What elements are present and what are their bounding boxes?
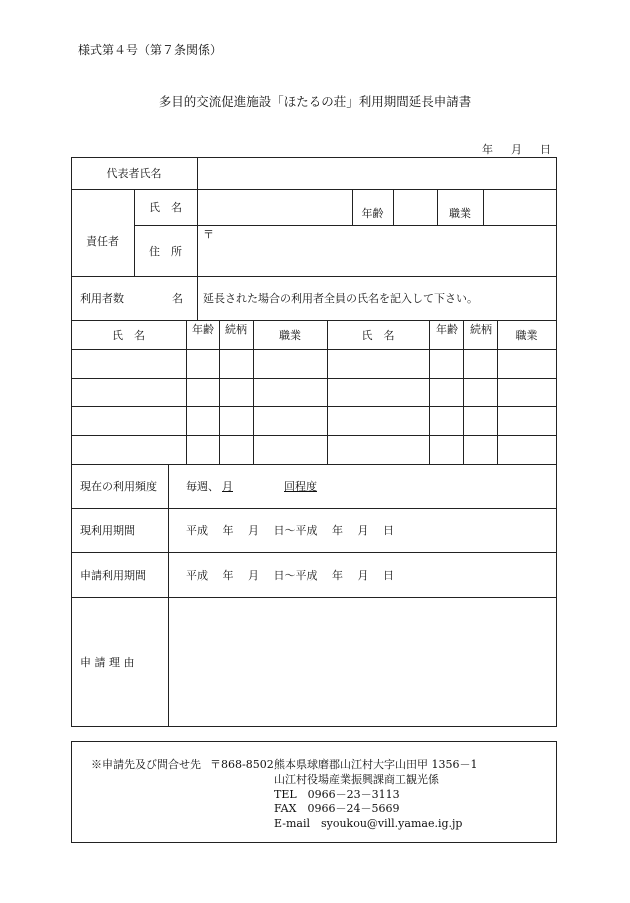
requested-period-label: 申請利用期間 [80, 569, 146, 582]
resp-address-field[interactable] [198, 226, 556, 276]
table-row[interactable] [72, 379, 556, 406]
rep-name-field[interactable] [198, 158, 556, 189]
requested-period-text[interactable]: 平成 年 月 日～平成 年 月 日 [186, 569, 394, 582]
current-period-text[interactable]: 平成 年 月 日～平成 年 月 日 [186, 524, 394, 537]
col-relation-header-left: 続柄 [225, 323, 247, 336]
contact-label: ※申請先及び問合せ先 [91, 758, 201, 771]
col-job-header-right: 職業 [515, 329, 538, 342]
current-period-label: 現利用期間 [80, 524, 135, 537]
resp-job-label: 職業 [449, 207, 471, 220]
col-name-header-left: 氏 名 [112, 329, 145, 342]
page-title: 多目的交流促進施設「ほたるの荘」利用期間延長申請書 [158, 94, 472, 109]
user-count-label: 利用者数 [80, 292, 124, 305]
col-name-header-right: 氏 名 [361, 329, 395, 342]
table-row[interactable] [72, 436, 556, 464]
contact-address: 熊本県球磨郡山江村大字山田甲 1356－1 [274, 758, 478, 771]
col-age-header-left: 年齢 [192, 323, 214, 336]
resp-name-field[interactable] [198, 190, 352, 225]
table-row[interactable] [72, 350, 556, 378]
rep-name-label: 代表者氏名 [106, 167, 162, 180]
user-count-field[interactable] [128, 285, 168, 309]
resp-name-label: 氏 名 [149, 201, 182, 214]
date-day-label: 日 [540, 143, 551, 156]
contact-email[interactable]: E-mail syoukou@vill.yamae.ig.jp [274, 817, 463, 830]
frequency-month: 月 [222, 480, 233, 493]
contact-tel: TEL 0966－23－3113 [274, 788, 400, 801]
form-number: 様式第４号（第７条関係） [78, 43, 223, 57]
col-job-header-left: 職業 [279, 329, 301, 342]
reason-label: 申 請 理 由 [80, 656, 135, 669]
resp-age-label: 年齢 [361, 207, 384, 220]
resp-age-field[interactable] [394, 190, 437, 225]
frequency-count-field[interactable] [236, 476, 284, 494]
col-age-header-right: 年齢 [436, 323, 458, 336]
resp-address-label: 住 所 [149, 245, 182, 258]
resp-label: 責任者 [86, 235, 119, 248]
frequency-prefix: 毎週、 [186, 480, 219, 493]
frequency-label: 現在の利用頻度 [80, 480, 157, 493]
postal-mark: 〒 [203, 228, 214, 241]
user-count-unit: 名 [172, 292, 183, 305]
reason-field[interactable] [169, 598, 556, 726]
contact-department: 山江村役場産業振興課商工観光係 [274, 773, 439, 786]
contact-postal: 〒868-8502 [210, 758, 274, 771]
table-row[interactable] [72, 407, 556, 435]
date-month-label: 月 [511, 143, 522, 156]
resp-job-field[interactable] [484, 190, 556, 225]
user-list-note: 延長された場合の利用者全員の氏名を記入して下さい。 [203, 292, 478, 305]
date-year-label: 年 [482, 143, 493, 156]
contact-fax: FAX 0966－24－5669 [274, 802, 400, 815]
frequency-suffix: 回程度 [284, 480, 317, 493]
col-relation-header-right: 続柄 [470, 323, 492, 336]
